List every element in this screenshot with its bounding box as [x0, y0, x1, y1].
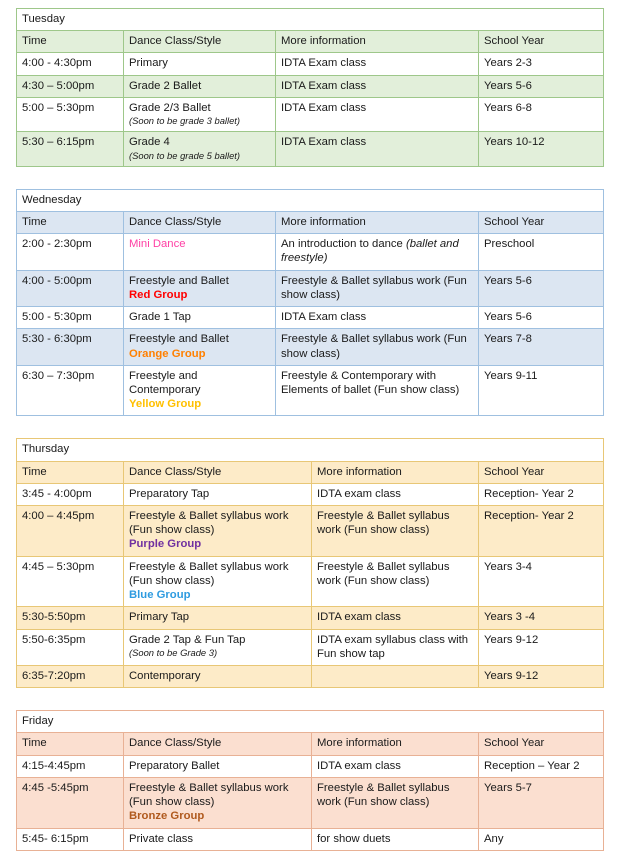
- cell-time: 5:30 - 6:30pm: [17, 329, 124, 365]
- cell-year: Reception – Year 2: [479, 755, 604, 777]
- day-title-row: [17, 711, 604, 733]
- cell-class: [124, 53, 276, 75]
- cell-year: Years 9-12: [479, 629, 604, 665]
- class-note: (Soon to be Grade 3): [129, 646, 218, 658]
- cell-year: Years 5-6: [479, 75, 604, 97]
- cell-time: 4:15-4:45pm: [17, 755, 124, 777]
- cell-year: Years 6-8: [479, 97, 604, 131]
- cell-time: 4:30 – 5:00pm: [17, 75, 124, 97]
- cell-class: [124, 234, 276, 270]
- cell-info: Freestyle & Contemporary with Elements of ballet (Fun show class): [276, 365, 479, 416]
- cell-class: [124, 132, 276, 166]
- class-name: Grade 2 Tap & Fun Tap: [129, 633, 246, 646]
- class-name: Freestyle & Ballet syllabus work (Fun show class): [129, 781, 289, 809]
- table-row: [17, 365, 604, 416]
- cell-info: IDTA exam class: [312, 755, 479, 777]
- column-header-year: School Year: [479, 461, 604, 483]
- cell-class: [124, 483, 312, 505]
- cell-time: 2:00 - 2:30pm: [17, 234, 124, 270]
- day-title-row: [17, 9, 604, 31]
- table-row: [17, 270, 604, 306]
- schedule-table-thursday: [16, 438, 604, 688]
- column-header-row: [17, 733, 604, 755]
- schedule-table-friday: [16, 710, 604, 851]
- cell-info: IDTA Exam class: [276, 307, 479, 329]
- cell-time: 5:45- 6:15pm: [17, 828, 124, 850]
- column-header-info: More information: [276, 31, 479, 53]
- cell-year: Years 3-4: [479, 556, 604, 607]
- cell-time: 6:35-7:20pm: [17, 666, 124, 688]
- class-name: Primary Tap: [129, 611, 190, 624]
- column-header-row: [17, 461, 604, 483]
- cell-year: Reception- Year 2: [479, 506, 604, 557]
- schedule-table-tuesday: [16, 8, 604, 167]
- day-title: Tuesday: [17, 9, 604, 31]
- cell-time: 6:30 – 7:30pm: [17, 365, 124, 416]
- class-note: (Soon to be grade 3 ballet): [129, 115, 241, 127]
- table-row: [17, 666, 604, 688]
- class-name: Freestyle and Ballet: [129, 333, 229, 346]
- cell-time: 3:45 - 4:00pm: [17, 483, 124, 505]
- class-name: Preparatory Tap: [129, 487, 210, 500]
- table-row: [17, 556, 604, 607]
- column-header-year: School Year: [479, 31, 604, 53]
- cell-info: IDTA exam syllabus class with Fun show tap: [312, 629, 479, 665]
- column-header-year: School Year: [479, 211, 604, 233]
- cell-class: [124, 506, 312, 557]
- class-name: Freestyle & Ballet syllabus work (Fun show class): [129, 560, 289, 587]
- group-label: Blue Group: [129, 589, 191, 602]
- class-name: Primary: [129, 57, 168, 70]
- column-header-info: More information: [312, 733, 479, 755]
- class-name: Contemporary: [129, 670, 201, 682]
- cell-year: Years 3 -4: [479, 607, 604, 629]
- cell-time: 5:30 – 6:15pm: [17, 132, 124, 166]
- friday-body: [17, 711, 604, 851]
- cell-class: [124, 666, 312, 688]
- cell-year: Any: [479, 828, 604, 850]
- class-name: Preparatory Ballet: [129, 759, 220, 772]
- cell-time: 5:00 – 5:30pm: [17, 97, 124, 131]
- cell-info: IDTA Exam class: [276, 75, 479, 97]
- cell-class: [124, 556, 312, 607]
- cell-class: [124, 777, 312, 828]
- cell-year: Years 5-7: [479, 777, 604, 828]
- cell-info: Freestyle & Ballet syllabus work (Fun show class): [276, 270, 479, 306]
- column-header-row: [17, 211, 604, 233]
- table-row: [17, 506, 604, 557]
- group-label: Bronze Group: [129, 810, 205, 823]
- day-title-row: [17, 189, 604, 211]
- table-row: [17, 53, 604, 75]
- cell-time: 4:00 - 4:30pm: [17, 53, 124, 75]
- table-row: [17, 483, 604, 505]
- cell-info: IDTA exam class: [312, 483, 479, 505]
- class-name: Freestyle & Ballet syllabus work (Fun show class): [129, 510, 289, 537]
- info-note: (ballet and freestyle): [281, 238, 459, 265]
- cell-time: 4:00 – 4:45pm: [17, 506, 124, 557]
- wednesday-body: [17, 189, 604, 416]
- cell-year: Reception- Year 2: [479, 483, 604, 505]
- cell-class: [124, 270, 276, 306]
- cell-time: 5:30-5:50pm: [17, 607, 124, 629]
- cell-time: 4:45 – 5:30pm: [17, 556, 124, 607]
- cell-year: Preschool: [479, 234, 604, 270]
- group-label: Yellow Group: [129, 398, 202, 411]
- class-note: (Soon to be grade 5 ballet): [129, 149, 241, 161]
- table-row: [17, 75, 604, 97]
- day-title: Thursday: [17, 439, 604, 461]
- cell-info: IDTA Exam class: [276, 53, 479, 75]
- table-row: [17, 329, 604, 365]
- table-row: [17, 607, 604, 629]
- day-title-row: [17, 439, 604, 461]
- column-header-info: More information: [276, 211, 479, 233]
- tuesday-body: [17, 9, 604, 167]
- column-header-year: School Year: [479, 733, 604, 755]
- cell-time: 5:00 - 5:30pm: [17, 307, 124, 329]
- cell-time: 5:50-6:35pm: [17, 629, 124, 665]
- table-row: [17, 629, 604, 665]
- cell-info: IDTA Exam class: [276, 97, 479, 131]
- cell-year: Years 5-6: [479, 307, 604, 329]
- cell-class: [124, 607, 312, 629]
- table-row: [17, 755, 604, 777]
- cell-time: 4:00 - 5:00pm: [17, 270, 124, 306]
- class-name: Freestyle and Contemporary: [129, 369, 201, 396]
- cell-class: [124, 307, 276, 329]
- cell-info: Freestyle & Ballet syllabus work (Fun show class): [312, 556, 479, 607]
- cell-class: [124, 97, 276, 131]
- table-row: [17, 828, 604, 850]
- column-header-class: Dance Class/Style: [124, 211, 276, 233]
- cell-class: [124, 828, 312, 850]
- cell-info: [276, 234, 479, 270]
- group-label: Red Group: [129, 288, 188, 301]
- cell-info: IDTA Exam class: [276, 132, 479, 166]
- cell-year: Years 7-8: [479, 329, 604, 365]
- table-row: [17, 307, 604, 329]
- class-name: Private class: [129, 832, 194, 845]
- cell-class: [124, 629, 312, 665]
- column-header-class: Dance Class/Style: [124, 31, 276, 53]
- column-header-info: More information: [312, 461, 479, 483]
- column-header-row: [17, 31, 604, 53]
- cell-year: Years 2-3: [479, 53, 604, 75]
- table-row: [17, 234, 604, 270]
- thursday-body: [17, 439, 604, 688]
- cell-class: [124, 75, 276, 97]
- day-title: Wednesday: [17, 189, 604, 211]
- column-header-class: Dance Class/Style: [124, 461, 312, 483]
- table-row: [17, 97, 604, 131]
- cell-year: Years 9-12: [479, 666, 604, 688]
- group-label: Purple Group: [129, 538, 202, 551]
- cell-info: Freestyle & Ballet syllabus work (Fun show class): [312, 506, 479, 557]
- cell-year: Years 5-6: [479, 270, 604, 306]
- schedule-table-wednesday: [16, 189, 604, 417]
- class-name: Mini Dance: [129, 238, 186, 251]
- cell-info: Freestyle & Ballet syllabus work (Fun show class): [312, 777, 479, 828]
- table-row: [17, 132, 604, 166]
- cell-class: [124, 365, 276, 416]
- column-header-class: Dance Class/Style: [124, 733, 312, 755]
- class-name: Grade 1 Tap: [129, 311, 191, 324]
- day-title: Friday: [17, 711, 604, 733]
- cell-info: for show duets: [312, 828, 479, 850]
- cell-info: [312, 666, 479, 688]
- column-header-time: Time: [17, 733, 124, 755]
- cell-year: Years 9-11: [479, 365, 604, 416]
- table-row: [17, 777, 604, 828]
- class-name: Grade 4: [129, 136, 170, 149]
- column-header-time: Time: [17, 31, 124, 53]
- class-name: Grade 2/3 Ballet: [129, 101, 211, 114]
- cell-year: Years 10-12: [479, 132, 604, 166]
- cell-class: [124, 755, 312, 777]
- cell-class: [124, 329, 276, 365]
- info-text: An introduction to dance: [281, 238, 406, 251]
- column-header-time: Time: [17, 461, 124, 483]
- group-label: Orange Group: [129, 347, 206, 360]
- cell-info: Freestyle & Ballet syllabus work (Fun show class): [276, 329, 479, 365]
- class-name: Freestyle and Ballet: [129, 274, 229, 287]
- class-name: Grade 2 Ballet: [129, 79, 202, 92]
- cell-time: 4:45 -5:45pm: [17, 777, 124, 828]
- cell-info: IDTA exam class: [312, 607, 479, 629]
- column-header-time: Time: [17, 211, 124, 233]
